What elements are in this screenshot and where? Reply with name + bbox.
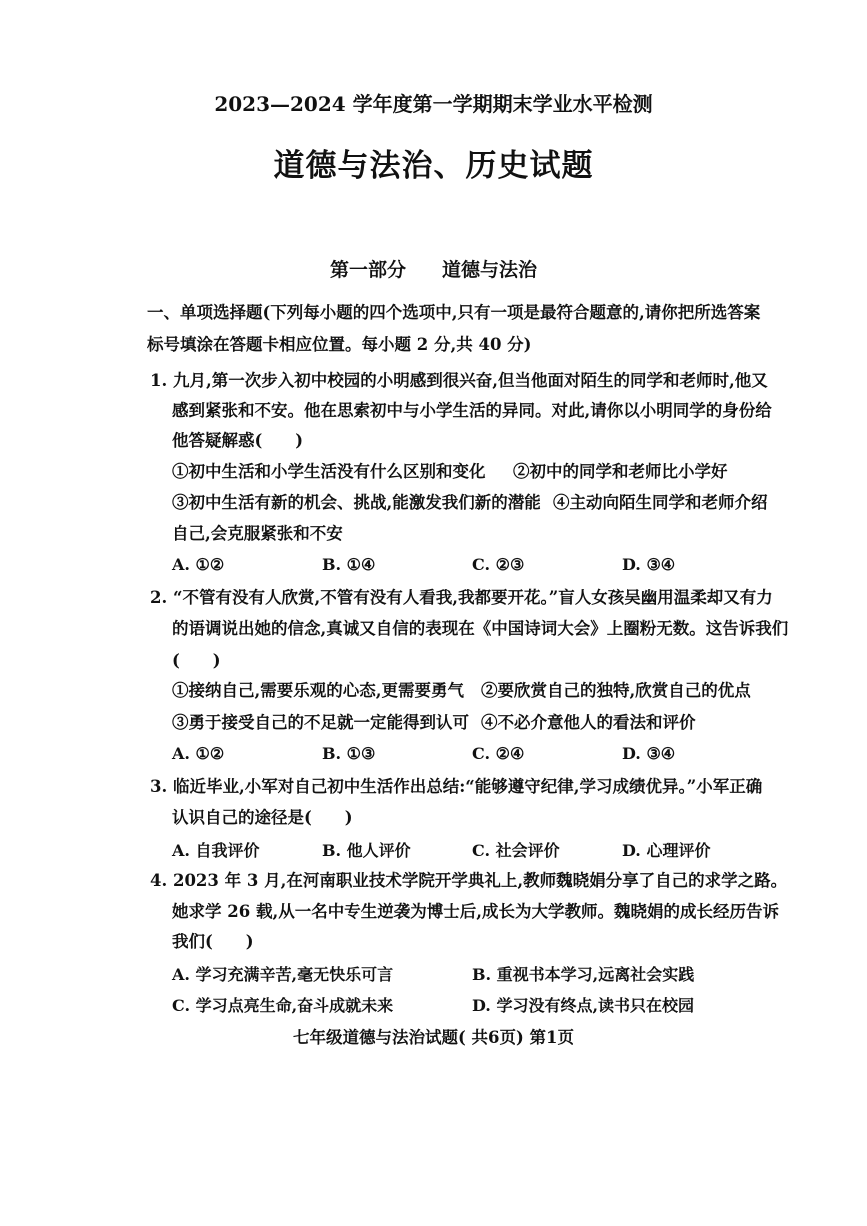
question-1-text: 他答疑解惑( ) <box>172 431 304 450</box>
exam-header: 2023—2024 学年度第一学期期末学业水平检测 <box>214 92 653 116</box>
question-4-option-a[interactable]: A. 学习充满辛苦,毫无快乐可言 <box>172 965 394 984</box>
part-label: 第一部分 <box>329 259 406 281</box>
question-4-text: 我们( ) <box>172 932 254 951</box>
question-1-option-b[interactable]: B. ①④ <box>322 555 376 574</box>
question-2-option-c[interactable]: C. ②④ <box>472 744 525 763</box>
question-1-statement: 自己,会克服紧张和不安 <box>172 524 343 543</box>
section-instructions-line-1: 一、单项选择题(下列每小题的四个选项中,只有一项是最符合题意的,请你把所选答案 <box>147 303 761 322</box>
question-4-text: 她求学 26 载,从一名中专生逆袭为博士后,成长为大学教师。魏晓娟的成长经历告诉 <box>172 902 779 921</box>
question-2-option-a[interactable]: A. ①② <box>172 744 225 763</box>
question-4-option-d[interactable]: D. 学习没有终点,读书只在校园 <box>472 996 695 1015</box>
section-instructions-line-2: 标号填涂在答题卡相应位置。每小题 2 分,共 40 分) <box>147 335 532 354</box>
question-1-text: 感到紧张和不安。他在思索初中与小学生活的异同。对此,请你以小明同学的身份给 <box>172 401 772 420</box>
question-1-option-c[interactable]: C. ②③ <box>472 555 525 574</box>
question-2-text: ( ) <box>172 651 221 670</box>
question-1-statement: ④主动向陌生同学和老师介绍 <box>553 493 768 512</box>
question-3-text: 认识自己的途径是( ) <box>172 808 353 827</box>
question-3-text: 3. 临近毕业,小军对自己初中生活作出总结:“能够遵守纪律,学习成绩优异。”小军正确 <box>150 777 763 796</box>
question-2-statement: ③勇于接受自己的不足就一定能得到认可 <box>172 713 469 732</box>
exam-title: 道德与法治、历史试题 <box>273 148 594 184</box>
question-3-option-a[interactable]: A. 自我评价 <box>172 841 260 860</box>
question-1-option-a[interactable]: A. ①② <box>172 555 225 574</box>
question-2-statement: ④不必介意他人的看法和评价 <box>481 713 696 732</box>
page-footer: 七年级道德与法治试题( 共6页) 第1页 <box>292 1028 575 1047</box>
question-4-option-c[interactable]: C. 学习点亮生命,奋斗成就未来 <box>172 996 394 1015</box>
question-2-text: 2. “不管有没有人欣赏,不管有没有人看我,我都要开花。”盲人女孩吴幽用温柔却又有力 <box>150 588 773 607</box>
question-4-text: 4. 2023 年 3 月,在河南职业技术学院开学典礼上,教师魏晓娟分享了自己的求学之路。 <box>150 871 788 890</box>
question-1-statement: ②初中的同学和老师比小学好 <box>513 462 728 481</box>
question-1-text: 1. 九月,第一次步入初中校园的小明感到很兴奋,但当他面对陌生的同学和老师时,他又 <box>150 371 768 390</box>
question-1-option-d[interactable]: D. ③④ <box>622 555 676 574</box>
question-4-option-b[interactable]: B. 重视书本学习,远离社会实践 <box>472 965 695 984</box>
question-2-text: 的语调说出她的信念,真诚又自信的表现在《中国诗词大会》上圈粉无数。这告诉我们 <box>172 619 789 638</box>
part-heading <box>0 255 867 282</box>
question-2-option-b[interactable]: B. ①③ <box>322 744 376 763</box>
question-2-option-d[interactable]: D. ③④ <box>622 744 676 763</box>
question-2-statement: ②要欣赏自己的独特,欣赏自己的优点 <box>481 681 751 700</box>
question-1-statement: ③初中生活有新的机会、挑战,能激发我们新的潜能 <box>172 493 541 512</box>
question-2-statement: ①接纳自己,需要乐观的心态,更需要勇气 <box>172 681 464 700</box>
question-3-option-d[interactable]: D. 心理评价 <box>622 841 711 860</box>
part-name: 道德与法治 <box>442 259 538 281</box>
question-1-statement: ①初中生活和小学生活没有什么区别和变化 <box>172 462 486 481</box>
question-3-option-c[interactable]: C. 社会评价 <box>472 841 560 860</box>
question-3-option-b[interactable]: B. 他人评价 <box>322 841 411 860</box>
